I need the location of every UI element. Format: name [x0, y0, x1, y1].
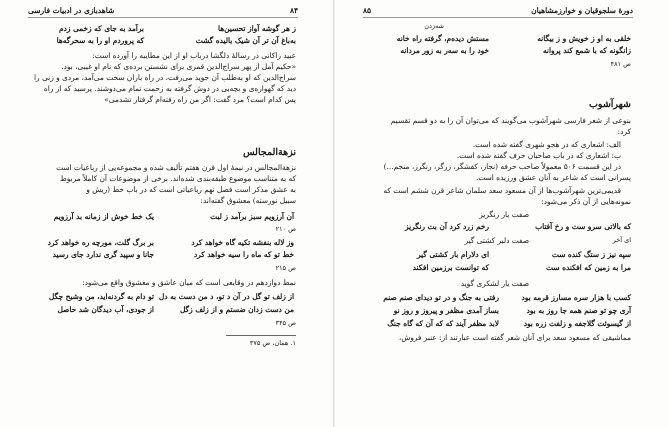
verse-right: لابد مظفر آیند که که آن که گاه جنگ — [387, 319, 499, 328]
page-ref: ص ۳۴۵ — [275, 319, 296, 327]
verse-right: بساز آمدی مظفر و پیروز و روز نو — [393, 306, 499, 315]
verse-left: سپه نیز ز ستگ کنده ست — [551, 250, 631, 259]
right-page-header — [363, 6, 633, 18]
prose-line: نمط دوازدهم در وقایعی است که میان عاشق و معشوق واقع می‌شود: — [82, 278, 296, 287]
quatrain-line: من دست زدان ضستم و از زلف زگل — [179, 305, 294, 314]
left-page — [0, 0, 334, 427]
right-page-running-title: دورهٔ سلجوقیان و خوارزمشاهیان — [531, 6, 633, 15]
list-item: پسرانی است که شاعر به آنان عشق ورزیده است. — [475, 173, 631, 182]
section-title: شهرآشوب — [588, 99, 631, 110]
list-item: الف: اشعاری که در هجو شهری گفته شده است. — [472, 140, 621, 149]
quatrain-line: وز لاله بنفشه تکیه گاه خواهد کرد — [191, 238, 294, 247]
list-item: قدیمی‌ترین شهرآشوب‌ها از آن مسعود سعد سلمان شاعر قرن ششم است که — [383, 186, 621, 195]
left-page-running-title: شاهدبازی در ادبیات فارسی — [28, 6, 115, 15]
quatrain-line: از زلف تو گل در آن د تو، د من دست به دل — [158, 292, 294, 301]
subheading: صفت دلبر کشتی گیر — [464, 236, 529, 245]
quatrain-line: خط تو که ماه را سیه خواهد کرد — [193, 250, 294, 259]
verse-left: از گیسوئت گلاجفه و زلفت زره بود — [523, 319, 631, 328]
left-page-header — [28, 6, 298, 18]
quatrain-line: آن آرزویم سبز برآمد ز لبت — [210, 212, 294, 221]
page-ref: ص ۲۱۵ — [275, 264, 296, 272]
verse-left: زانگونه که با شمع کند پروانه — [542, 46, 631, 55]
list-item: در این قسمت ۵۰۶ معمولاً صاحب حرفه (نجار، کفشگر، زرگر، رنگرز، منجم...) — [383, 162, 621, 171]
prose-line: مماشیقی که مسعود سعد برای آنان شعر گفته است عبارتند از: عنبر فروش، — [398, 333, 631, 342]
quatrain-line: یک خط خوش از زمانه بد آرزویم — [53, 212, 154, 221]
verse-right: ای دلارام بار کشتی گیر — [416, 250, 489, 259]
verse-left: خلقی به او ز خویش و ز بیگانه — [537, 34, 631, 43]
verse-right: رفتی به جنگ و در تو دیدای صنم صنم — [383, 293, 499, 302]
verse-left: که بالاتی سرو ست و رخ آفتاب — [535, 222, 631, 231]
verse-right: برآمد به جای که زخمی زدم — [58, 24, 144, 33]
footnote-rule — [226, 335, 296, 336]
corner-note: شه‌زدن — [424, 22, 444, 30]
prose-line: که به متناسب موضوع طبقه‌بندی شده‌اند. برخی از موضوعات آن کاملاً مربوط — [59, 174, 296, 183]
prose-line: بنوعی از شعر فارسی شهرآشوب می‌گویند که می‌توان آن را به دو قسم تقسیم — [390, 116, 631, 125]
left-page-number: ۸۴ — [289, 6, 298, 15]
footnote: ۱. همان، ص ۳۷۵ — [249, 339, 296, 347]
right-page-number: ۸۵ — [363, 6, 372, 15]
verse-left: به‌باغ آن تر آن شیک بالیده گشت — [195, 36, 296, 45]
list-item: نمونه‌هایی از آن ذکر می‌شود: — [541, 197, 631, 206]
quatrain-line: از جودی، آب دیدگان شد حاصل — [57, 305, 154, 314]
prose-line: کرد: — [617, 127, 631, 136]
prose-line: نزهةالمجالس در نیمهٔ اول قرن هفتم تألیف شده و مجموعه‌یی از رباعیات است — [56, 163, 296, 172]
prose-line: عبید زاکانی در رسالهٔ دلگشا درباب او از این مطایبه را آورده است: — [92, 51, 296, 60]
page-ref: ص ۴۸۱ — [610, 60, 631, 68]
subheading: صفت یار رنگریز — [479, 210, 529, 219]
prose-line: سراج‌الدین که او به‌طلب آن جوید می‌رفت، در راه باران سخت می‌آمد، مردی و زنی را — [34, 73, 296, 82]
subheading: صفت یار لشکری گوید — [460, 279, 529, 288]
verse-right: که پروردم او را به سحرگه‌ها — [56, 36, 144, 45]
quatrain-line: جانا و سپید گری ندارد جای رسید — [52, 250, 154, 259]
quatrain-line: تو دام به گردنه‌اید، من وشبح چگل — [48, 292, 154, 301]
prose-line: «حکیم آمل از پهر سراج‌الدین قمری برای نشستن برده‌ی که نام او غیبی، بود. — [61, 62, 296, 71]
prose-line: به عشق مذکر است فصل نهم رباعیاتی است که در باب خط (ریش و — [86, 185, 296, 194]
verse-left: کسب با هزار سره مسارز قرمه بود — [521, 293, 631, 302]
subheading-note: ای آخر — [612, 236, 631, 244]
prose-line: پس کدام است؟ مرد گفت: اگر من راه رفته‌ام گرفتار تشدمی» — [104, 95, 296, 104]
list-item: ب: اشعاری که در باب صاحبان حرف گفته شده است. — [456, 151, 621, 160]
verse-left: ز هر گوشه آواز تحسین‌ها — [218, 24, 296, 33]
verse-right: رخم زرد کرد آن بت رنگریز — [405, 222, 489, 231]
prose-line: سبیل نورسته) معشوق گفته‌اند: — [200, 196, 296, 205]
verse-right: مستش دیده‌م، گرفته راه خانه — [396, 34, 489, 43]
prose-line: دید که گهواره‌ی و بچه‌یی در دوش گرفته به زحمت تمام می‌دوشند. پرسید که از راه — [43, 84, 296, 93]
page-ref: ص ۲۱۰ — [275, 225, 296, 233]
section-title: نزهةالمجالس — [242, 147, 296, 158]
verse-left: آری چو تو صنم همه جا روز به بود — [526, 306, 631, 315]
quatrain-line: بر برگ گلت، مورچه ره خواهد کرد — [47, 238, 154, 247]
right-page — [335, 0, 669, 427]
verse-right: که توانست برزمین افکند — [412, 263, 489, 272]
verse-left: مرا به زمین که افکنده ست — [546, 263, 631, 272]
verse-right: خود را به‌ سه‌ر به زور مردانه — [400, 46, 489, 55]
